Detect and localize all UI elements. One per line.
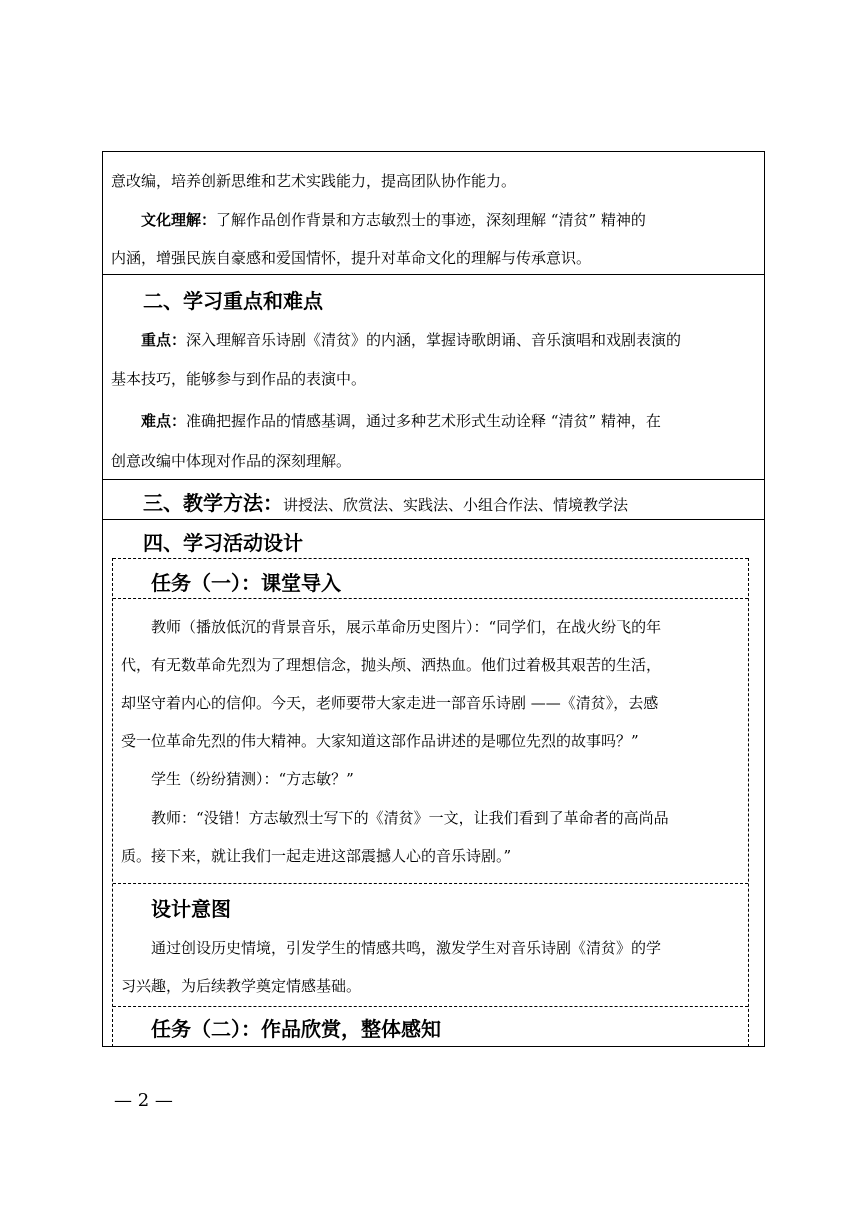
- dashed-divider: [113, 1006, 748, 1007]
- difficulty-text-1: 准确把握作品的情感基调，通过多种艺术形式生动诠释 “清贫” 精神，在: [186, 412, 661, 430]
- key-text-2: 基本技巧，能够参与到作品的表演中。: [111, 370, 367, 388]
- section-four-heading: 四、学习活动设计: [143, 531, 303, 555]
- difficulty-text-2: 创意改编中体现对作品的深刻理解。: [111, 452, 352, 470]
- section-three-heading: [143, 488, 628, 520]
- difficulty-paragraph: [111, 406, 761, 436]
- dashed-divider: [113, 598, 748, 599]
- row-divider: [103, 274, 764, 275]
- culture-label: 文化理解：: [141, 211, 217, 229]
- difficulty-label: 难点：: [141, 412, 187, 430]
- section-three-title: 三、教学方法：: [143, 491, 283, 515]
- teacher-response-line: 教师：“没错！方志敏烈士写下的《清贫》一文，让我们看到了革命者的高尚品: [151, 809, 669, 827]
- page-number: — 2 —: [114, 1090, 173, 1111]
- task1-heading: 任务（一）：课堂导入: [151, 571, 341, 595]
- teacher-response-line: 质。接下来，就让我们一起走进这部震撼人心的音乐诗剧。”: [121, 847, 512, 865]
- student-response: 学生（纷纷猜测）：“方志敏？”: [151, 770, 354, 788]
- design-intent-heading: 设计意图: [151, 897, 231, 921]
- design-intent-line: 习兴趣，为后续教学奠定情感基础。: [121, 977, 362, 995]
- culture-text-1: 了解作品创作背景和方志敏烈士的事迹，深刻理解 “清贫” 精神的: [216, 211, 646, 229]
- culture-text-2: 内涵，增强民族自豪感和爱国情怀，提升对革命文化的理解与传承意识。: [111, 249, 592, 267]
- task1-paragraph-line: 教师（播放低沉的背景音乐，展示革命历史图片）：“同学们，在战火纷飞的年: [151, 618, 662, 636]
- culture-paragraph: [111, 205, 761, 235]
- design-intent-line: 通过创设历史情境，引发学生的情感共鸣，激发学生对音乐诗剧《清贫》的学: [151, 939, 662, 957]
- activity-design-table: [112, 558, 749, 1047]
- objectives-line: 意改编，培养创新思维和艺术实践能力，提高团队协作能力。: [111, 172, 517, 190]
- dashed-divider: [113, 558, 748, 559]
- section-two-heading: 二、学习重点和难点: [143, 289, 323, 313]
- task1-paragraph-line: 代，有无数革命先烈为了理想信念，抛头颅、洒热血。他们过着极其艰苦的生活，: [121, 656, 662, 674]
- task2-heading: 任务（二）：作品欣赏，整体感知: [151, 1017, 441, 1041]
- row-divider: [103, 479, 764, 480]
- key-text-1: 深入理解音乐诗剧《清贫》的内涵，掌握诗歌朗诵、音乐演唱和戏剧表演的: [186, 331, 682, 349]
- key-label: 重点：: [141, 331, 187, 349]
- row-divider: [103, 519, 764, 520]
- dashed-divider: [113, 883, 748, 884]
- task1-paragraph-line: 受一位革命先烈的伟大精神。大家知道这部作品讲述的是哪位先烈的故事吗？”: [121, 732, 639, 750]
- key-points-paragraph: [111, 325, 761, 355]
- teaching-methods: 讲授法、欣赏法、实践法、小组合作法、情境教学法: [283, 496, 629, 514]
- task1-paragraph-line: 却坚守着内心的信仰。今天，老师要带大家走进一部音乐诗剧 ——《清贫》，去感: [121, 694, 659, 712]
